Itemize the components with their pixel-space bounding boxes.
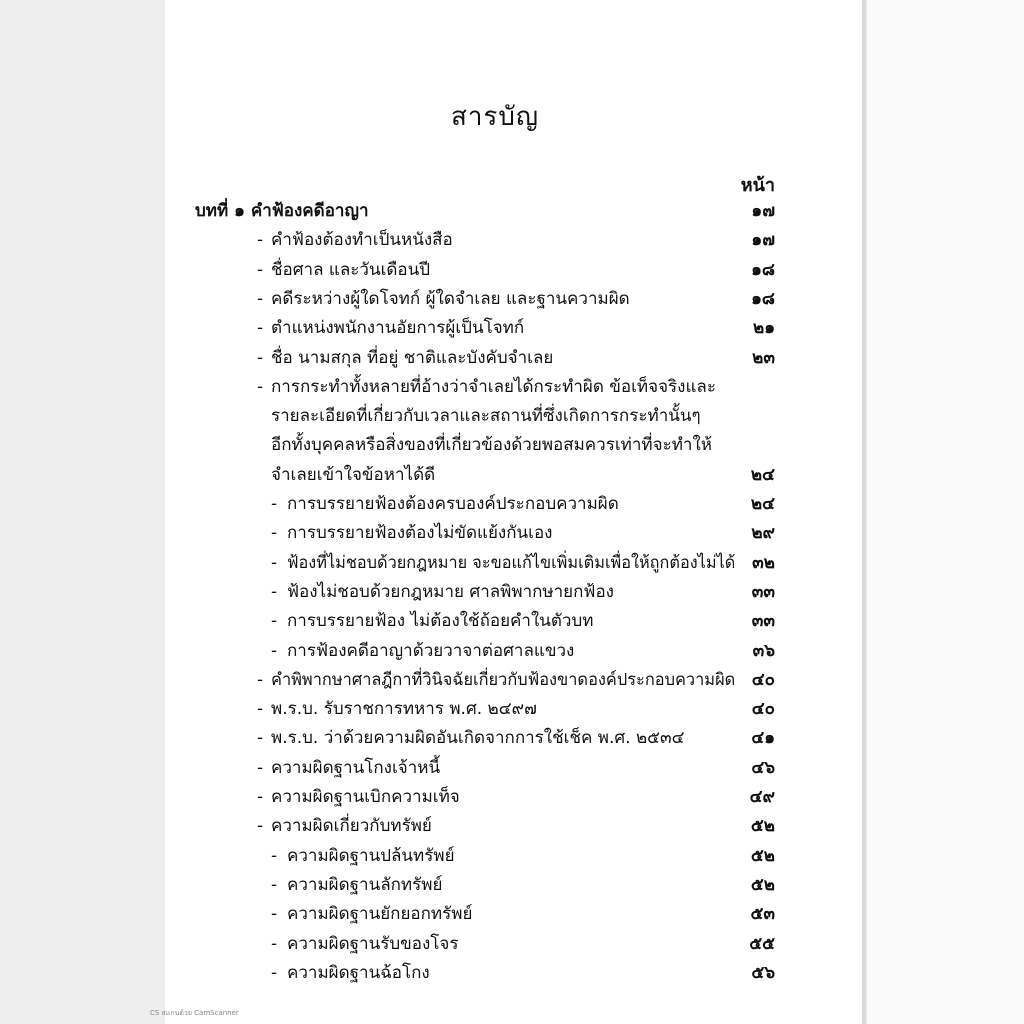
toc-entry-title: ฟ้องที่ไม่ชอบด้วยกฎหมาย จะขอแก้ไขเพิ่มเติมเพื่อให้ถูกต้องไม่ได้ [287,552,736,573]
toc-entry-title: ชื่อ นามสกุล ที่อยู่ ชาติและบังคับจำเลย [271,347,554,368]
toc-bullet-dash: - [257,288,264,309]
toc-row [165,549,865,577]
toc-entry-title: พ.ร.บ. รับราชการทหาร พ.ศ. ๒๔๙๗ [271,699,537,720]
toc-bullet-dash: - [271,874,278,895]
toc-page-number: ๕๒ [750,816,775,837]
toc-chapter-row [165,197,865,225]
toc-page-number: ๓๖ [752,640,775,661]
toc-entry-title: การกระทำทั้งหลายที่อ้างว่าจำเลยได้กระทำผิด ข้อเท็จจริงและ [271,376,716,397]
toc-row [165,461,865,489]
toc-bullet-dash: - [257,669,264,690]
toc-bullet-dash: - [271,962,278,983]
toc-bullet-dash: - [271,845,278,866]
toc-row [165,812,865,840]
toc-row [165,402,865,430]
toc-entry-title: ตำแหน่งพนักงานอัยการผู้เป็นโจทก์ [271,318,525,339]
toc-row [165,490,865,518]
toc-bullet-dash: - [257,318,264,339]
toc-entry-title: ความผิดฐานโกงเจ้าหนี้ [271,757,441,778]
toc-entry-title: ความผิดฐานลักทรัพย์ [287,874,443,895]
toc-entry-title: การบรรยายฟ้องต้องครบองค์ประกอบความผิด [287,494,619,514]
toc-row [165,900,865,928]
toc-bullet-dash: - [257,230,264,251]
toc-entry-title: อีกทั้งบุคคลหรือสิ่งของที่เกี่ยวข้องด้วยพอสมควรเท่าที่จะทำให้ [271,435,712,456]
toc-bullet-dash: - [257,376,264,397]
toc-entry-title: การบรรยายฟ้อง ไม่ต้องใช้ถ้อยคำในตัวบท [287,611,594,632]
toc-bullet-dash: - [271,552,278,573]
toc-page-number: ๔๐ [751,669,775,690]
toc-bullet-dash: - [271,611,278,632]
toc-page-number: ๔๙ [749,787,775,807]
toc-row [165,314,865,342]
toc-page-number: ๕๒ [750,845,775,866]
toc-entry-title: ความผิดเกี่ยวกับทรัพย์ [271,816,432,837]
toc-page-number: ๕๖ [751,962,775,983]
toc-page-number: ๓๓ [751,611,775,632]
toc-entry-title: ความผิดฐานรับของโจร [287,933,459,954]
toc-row [165,285,865,313]
toc-row [165,256,865,284]
toc-row [165,930,865,958]
toc-row [165,373,865,401]
toc-bullet-dash: - [257,728,264,749]
toc-bullet-dash: - [271,523,278,544]
toc-row [165,226,865,254]
toc-row [165,431,865,459]
toc-bullet-dash: - [257,259,264,280]
toc-row [165,344,865,372]
toc-row [165,959,865,987]
toc-page-number: ๒๑ [753,318,775,339]
toc-entry-title: คำพิพากษาศาลฎีกาที่วินิจฉัยเกี่ยวกับฟ้องขาดองค์ประกอบความผิด [271,669,736,690]
toc-bullet-dash: - [271,904,278,925]
toc-row [165,695,865,723]
left-background [0,0,165,1024]
toc-entry-title: ชื่อศาล และวันเดือนปี [271,259,431,280]
toc-bullet-dash: - [257,787,264,807]
toc-page-number: ๒๔ [750,464,775,485]
page-column-header: หน้า [740,175,775,196]
toc-page-number: ๔๐ [751,699,775,720]
toc-page-number: ๕๒ [750,874,775,895]
toc-row [165,607,865,635]
toc-entry-title: คำฟ้องต้องทำเป็นหนังสือ [271,230,453,251]
toc-entry-title: รายละเอียดที่เกี่ยวกับเวลาและสถานที่ซึ่งเกิดการกระทำนั้นๆ [271,406,701,427]
toc-row [165,871,865,899]
toc-bullet-dash: - [271,933,278,954]
toc-bullet-dash: - [257,347,264,368]
toc-row [165,519,865,547]
toc-page-number: ๓๓ [751,581,775,602]
toc-page-number: ๔๖ [751,757,775,778]
toc-row [165,842,865,870]
toc-row [165,724,865,752]
toc-bullet-dash: - [271,640,278,661]
toc-page-number: ๑๘ [751,259,775,280]
toc-page-number: ๒๔ [750,494,775,514]
toc-page-number: ๕๓ [750,904,775,925]
toc-bullet-dash: - [257,699,264,720]
toc-bullet-dash: - [257,757,264,778]
toc-entry-title: ความผิดฐานฉ้อโกง [287,962,430,983]
right-background [866,0,1024,1024]
toc-page-number: ๑๗ [751,230,775,251]
toc-entry-title: การบรรยายฟ้องต้องไม่ขัดแย้งกันเอง [287,523,553,544]
toc-row [165,754,865,782]
page-title: สารบัญ [450,102,540,132]
toc-entry-title: ความผิดฐานเบิกความเท็จ [271,787,460,807]
toc-bullet-dash: - [271,581,278,602]
scanner-watermark: CS สแกนด้วย CamScanner [150,1009,239,1017]
toc-page-number: ๔๑ [751,728,775,749]
toc-row [165,637,865,665]
toc-entry-title: คดีระหว่างผู้ใดโจทก์ ผู้ใดจำเลย และฐานความผิด [271,288,630,309]
toc-page-number: ๒๓ [752,347,775,368]
toc-entry-title: ความผิดฐานยักยอกทรัพย์ [287,904,473,925]
toc-entry-title: การฟ้องคดีอาญาด้วยวาจาต่อศาลแขวง [287,640,575,661]
toc-bullet-dash: - [271,494,278,514]
toc-page-number: ๕๕ [749,933,775,954]
toc-row [165,666,865,694]
toc-row [165,578,865,606]
toc-page-number: ๓๒ [752,552,775,573]
toc-entry-title: ความผิดฐานปล้นทรัพย์ [287,845,455,866]
toc-entry-title: พ.ร.บ. ว่าด้วยความผิดอันเกิดจากการใช้เช็ค พ.ศ. ๒๕๓๔ [271,728,685,749]
toc-entry-title: ฟ้องไม่ชอบด้วยกฎหมาย ศาลพิพากษายกฟ้อง [287,581,614,602]
document-page [165,0,865,1024]
toc-row [165,783,865,811]
toc-page-number: ๒๙ [751,523,775,544]
toc-chapter-title: บทที่ ๑ คำฟ้องคดีอาญา [195,201,369,221]
toc-page-number: ๑๗ [751,201,775,221]
toc-entry-title: จำเลยเข้าใจข้อหาได้ดี [271,464,436,485]
toc-page-number: ๑๘ [751,288,775,309]
page-edge [862,0,866,1024]
toc-bullet-dash: - [257,816,264,837]
